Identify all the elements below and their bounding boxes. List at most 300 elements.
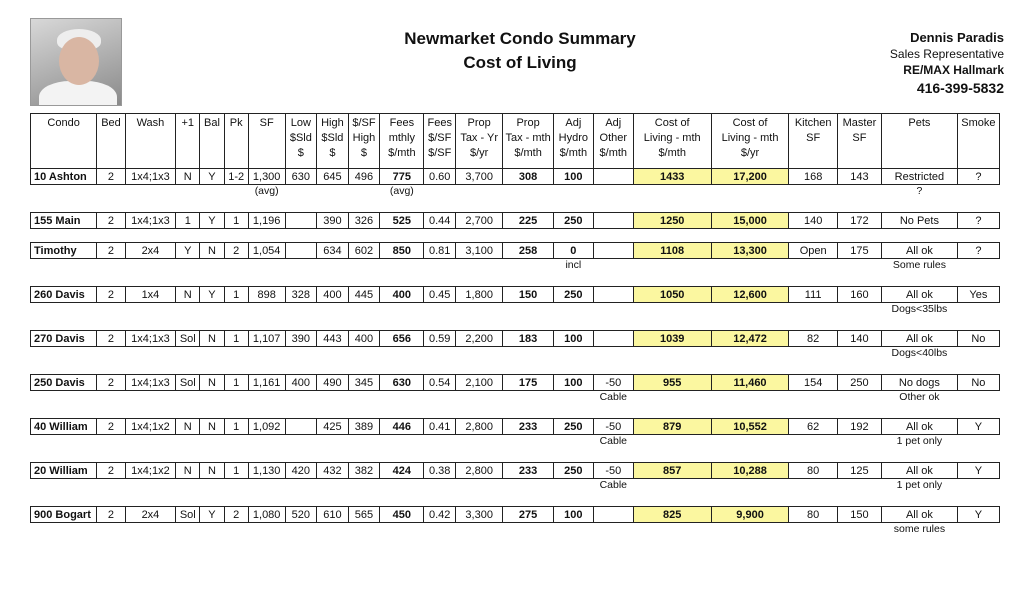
table-cell: 630 bbox=[380, 375, 424, 391]
note-cell bbox=[125, 303, 176, 317]
note-cell bbox=[456, 185, 503, 199]
column-header-line: $/mth bbox=[599, 147, 628, 159]
table-cell: 233 bbox=[503, 463, 554, 479]
table-cell: 250 bbox=[553, 213, 593, 229]
table-cell: 1,092 bbox=[248, 419, 285, 435]
note-cell bbox=[882, 229, 958, 243]
note-cell bbox=[285, 523, 317, 537]
table-cell: 1x4;1x3 bbox=[125, 331, 176, 347]
note-cell bbox=[424, 259, 456, 273]
note-cell bbox=[200, 347, 224, 361]
column-header bbox=[248, 114, 285, 169]
note-cell: Cable bbox=[599, 479, 628, 491]
column-header bbox=[97, 114, 125, 169]
note-cell bbox=[633, 391, 711, 405]
column-header bbox=[837, 114, 881, 169]
column-header bbox=[348, 114, 380, 169]
note-cell bbox=[789, 479, 837, 493]
column-header-line: $Sld bbox=[289, 132, 312, 144]
column-header-line: mthly bbox=[388, 132, 415, 144]
column-header bbox=[380, 114, 424, 169]
row-spacer bbox=[31, 272, 1000, 287]
note-cell bbox=[176, 435, 200, 449]
note-cell bbox=[97, 229, 125, 243]
column-header-line: $/mth bbox=[658, 147, 686, 159]
table-cell: 825 bbox=[633, 507, 711, 523]
column-header-line: $/SF bbox=[352, 117, 376, 129]
note-cell bbox=[176, 347, 200, 361]
table-cell: 1x4;1x2 bbox=[125, 463, 176, 479]
row-spacer bbox=[31, 492, 1000, 507]
note-cell bbox=[553, 229, 593, 243]
note-cell bbox=[348, 259, 380, 273]
note-cell bbox=[456, 523, 503, 537]
column-header-line: $/mth bbox=[388, 147, 416, 159]
table-cell: 2 bbox=[97, 331, 125, 347]
note-cell: Dogs<35lbs bbox=[891, 303, 948, 315]
note-cell bbox=[248, 259, 285, 273]
table-cell: 150 bbox=[503, 287, 554, 303]
table-cell: 0.38 bbox=[424, 463, 456, 479]
condo-name-cell: 10 Ashton bbox=[31, 169, 97, 185]
column-header-line: Living - mth bbox=[721, 132, 779, 144]
note-cell bbox=[224, 229, 248, 243]
column-header bbox=[317, 114, 349, 169]
note-cell bbox=[711, 185, 789, 199]
note-cell bbox=[97, 435, 125, 449]
note-cell bbox=[553, 391, 593, 405]
table-cell: Sol bbox=[176, 331, 200, 347]
table-cell: 610 bbox=[317, 507, 349, 523]
table-cell: 2,200 bbox=[456, 331, 503, 347]
note-cell bbox=[200, 479, 224, 493]
note-cell bbox=[711, 435, 789, 449]
table-cell: 160 bbox=[837, 287, 881, 303]
note-cell bbox=[789, 185, 837, 199]
note-cell bbox=[957, 229, 999, 243]
note-cell bbox=[424, 435, 456, 449]
table-row bbox=[31, 287, 1000, 303]
table-cell: 12,472 bbox=[711, 331, 789, 347]
table-cell: N bbox=[200, 243, 224, 259]
note-cell bbox=[224, 435, 248, 449]
column-header-line: Smoke bbox=[961, 117, 996, 129]
note-cell bbox=[456, 259, 503, 273]
table-cell: Y bbox=[200, 507, 224, 523]
note-cell bbox=[711, 229, 789, 243]
table-cell: 879 bbox=[633, 419, 711, 435]
column-header-line: $/SF bbox=[428, 132, 452, 144]
column-header-line: Bal bbox=[204, 117, 220, 129]
note-row bbox=[31, 435, 1000, 449]
note-cell bbox=[957, 185, 999, 199]
note-cell bbox=[380, 229, 424, 243]
table-cell: 82 bbox=[789, 331, 837, 347]
note-cell bbox=[31, 259, 97, 273]
table-cell bbox=[285, 419, 317, 435]
table-cell: 0 bbox=[553, 243, 593, 259]
table-cell: 308 bbox=[503, 169, 554, 185]
note-cell bbox=[633, 303, 711, 317]
note-cell bbox=[285, 259, 317, 273]
note-cell bbox=[176, 479, 200, 493]
note-cell bbox=[317, 303, 349, 317]
table-cell: Y bbox=[176, 243, 200, 259]
note-cell bbox=[957, 391, 999, 405]
table-cell: 898 bbox=[248, 287, 285, 303]
table-cell: 445 bbox=[348, 287, 380, 303]
table-cell: 13,300 bbox=[711, 243, 789, 259]
table-cell: All ok bbox=[882, 331, 958, 347]
table-cell: No Pets bbox=[882, 213, 958, 229]
column-header bbox=[285, 114, 317, 169]
table-cell bbox=[593, 169, 633, 185]
note-cell bbox=[31, 303, 97, 317]
note-cell bbox=[200, 523, 224, 537]
note-cell bbox=[789, 391, 837, 405]
note-cell bbox=[456, 347, 503, 361]
table-cell: 100 bbox=[553, 169, 593, 185]
table-cell: 634 bbox=[317, 243, 349, 259]
table-cell: 1x4 bbox=[125, 287, 176, 303]
column-header bbox=[789, 114, 837, 169]
note-cell bbox=[553, 479, 593, 493]
note-cell bbox=[200, 435, 224, 449]
table-cell: 1 bbox=[224, 463, 248, 479]
table-cell: 400 bbox=[348, 331, 380, 347]
note-cell bbox=[957, 479, 999, 493]
table-cell: 258 bbox=[503, 243, 554, 259]
agent-phone: 416-399-5832 bbox=[916, 80, 1004, 96]
column-header bbox=[711, 114, 789, 169]
table-cell: ? bbox=[957, 213, 999, 229]
note-cell bbox=[789, 229, 837, 243]
note-cell bbox=[248, 435, 285, 449]
table-cell: 0.54 bbox=[424, 375, 456, 391]
note-cell bbox=[125, 435, 176, 449]
table-cell: 250 bbox=[553, 419, 593, 435]
spacer-cell bbox=[31, 360, 1000, 375]
table-cell: 1050 bbox=[633, 287, 711, 303]
note-cell bbox=[711, 259, 789, 273]
column-header bbox=[503, 114, 554, 169]
table-cell: N bbox=[176, 463, 200, 479]
note-cell bbox=[31, 479, 97, 493]
note-cell bbox=[317, 185, 349, 199]
table-cell: N bbox=[200, 463, 224, 479]
note-cell bbox=[380, 435, 424, 449]
table-cell: 80 bbox=[789, 463, 837, 479]
column-header bbox=[200, 114, 224, 169]
table-cell: 2 bbox=[97, 287, 125, 303]
table-cell: 143 bbox=[837, 169, 881, 185]
column-header-line: $Sld bbox=[321, 132, 344, 144]
note-cell bbox=[380, 347, 424, 361]
note-cell bbox=[31, 347, 97, 361]
note-cell bbox=[248, 523, 285, 537]
note-cell bbox=[31, 229, 97, 243]
column-header bbox=[176, 114, 200, 169]
table-cell: 183 bbox=[503, 331, 554, 347]
table-cell: All ok bbox=[882, 243, 958, 259]
table-cell: 15,000 bbox=[711, 213, 789, 229]
note-cell: Cable bbox=[599, 435, 628, 447]
note-cell bbox=[633, 523, 711, 537]
table-cell: -50 bbox=[593, 419, 633, 435]
table-cell: Y bbox=[200, 169, 224, 185]
table-cell: 17,200 bbox=[711, 169, 789, 185]
table-cell: 2 bbox=[97, 507, 125, 523]
note-row bbox=[31, 479, 1000, 493]
note-cell bbox=[97, 259, 125, 273]
spacer-cell bbox=[31, 448, 1000, 463]
note-cell bbox=[957, 435, 999, 449]
note-cell bbox=[503, 259, 554, 273]
table-cell: 1 bbox=[224, 331, 248, 347]
note-cell bbox=[125, 523, 176, 537]
table-cell: All ok bbox=[882, 463, 958, 479]
table-row bbox=[31, 507, 1000, 523]
table-cell: 2 bbox=[97, 463, 125, 479]
table-cell: 0.81 bbox=[424, 243, 456, 259]
table-cell: 450 bbox=[380, 507, 424, 523]
note-cell bbox=[553, 523, 593, 537]
table-cell: 326 bbox=[348, 213, 380, 229]
table-cell: 955 bbox=[633, 375, 711, 391]
note-cell bbox=[711, 347, 789, 361]
note-cell bbox=[317, 435, 349, 449]
table-cell: 168 bbox=[789, 169, 837, 185]
note-cell bbox=[633, 347, 711, 361]
note-cell bbox=[224, 479, 248, 493]
note-cell bbox=[789, 347, 837, 361]
condo-name-cell: 900 Bogart bbox=[31, 507, 97, 523]
note-cell bbox=[553, 347, 593, 361]
note-cell bbox=[957, 303, 999, 317]
table-cell bbox=[593, 331, 633, 347]
table-cell: All ok bbox=[882, 507, 958, 523]
table-cell: 0.59 bbox=[424, 331, 456, 347]
note-cell bbox=[837, 347, 881, 361]
note-cell bbox=[633, 185, 711, 199]
column-header-line: Cost of bbox=[732, 117, 768, 129]
table-cell: 275 bbox=[503, 507, 554, 523]
note-cell bbox=[456, 303, 503, 317]
note-cell bbox=[789, 523, 837, 537]
note-cell bbox=[789, 303, 837, 317]
table-cell: Sol bbox=[176, 375, 200, 391]
note-cell bbox=[31, 185, 97, 199]
column-header-line: +1 bbox=[181, 117, 195, 129]
note-cell bbox=[553, 303, 593, 317]
table-cell: 400 bbox=[317, 287, 349, 303]
note-cell bbox=[317, 479, 349, 493]
note-row bbox=[31, 229, 1000, 243]
table-cell: 2 bbox=[224, 507, 248, 523]
agent-photo bbox=[30, 18, 122, 106]
column-header-line: Pk bbox=[229, 117, 243, 129]
note-row bbox=[31, 347, 1000, 361]
table-cell: 1039 bbox=[633, 331, 711, 347]
column-header-line: Bed bbox=[101, 117, 121, 129]
note-cell bbox=[503, 435, 554, 449]
column-header bbox=[593, 114, 633, 169]
table-cell: Y bbox=[200, 213, 224, 229]
condo-table bbox=[30, 113, 1000, 536]
column-header-line: Kitchen bbox=[794, 117, 832, 129]
table-cell: 2x4 bbox=[125, 507, 176, 523]
note-row bbox=[31, 523, 1000, 537]
note-cell bbox=[789, 435, 837, 449]
note-cell bbox=[837, 259, 881, 273]
note-cell: 1 pet only bbox=[896, 479, 943, 491]
note-cell bbox=[248, 479, 285, 493]
condo-name-cell: 40 William bbox=[31, 419, 97, 435]
note-cell bbox=[97, 391, 125, 405]
table-cell: Sol bbox=[176, 507, 200, 523]
column-header bbox=[125, 114, 176, 169]
table-cell: 1x4;1x3 bbox=[125, 375, 176, 391]
column-header bbox=[633, 114, 711, 169]
note-cell bbox=[380, 523, 424, 537]
table-cell: 565 bbox=[348, 507, 380, 523]
column-header-line: $ bbox=[297, 147, 304, 159]
column-header-line: Tax - mth bbox=[505, 132, 551, 144]
note-cell bbox=[424, 229, 456, 243]
note-cell bbox=[125, 259, 176, 273]
note-cell bbox=[711, 523, 789, 537]
table-cell: 425 bbox=[317, 419, 349, 435]
table-cell: 233 bbox=[503, 419, 554, 435]
note-cell bbox=[285, 185, 317, 199]
note-cell bbox=[285, 229, 317, 243]
table-cell: 400 bbox=[285, 375, 317, 391]
table-cell: 1,080 bbox=[248, 507, 285, 523]
note-cell bbox=[456, 479, 503, 493]
column-header-line: SF bbox=[852, 132, 867, 144]
note-cell bbox=[503, 479, 554, 493]
table-cell: 1 bbox=[224, 419, 248, 435]
note-cell bbox=[837, 435, 881, 449]
condo-name-cell: 250 Davis bbox=[31, 375, 97, 391]
note-cell bbox=[957, 259, 999, 273]
table-cell: 857 bbox=[633, 463, 711, 479]
note-cell bbox=[633, 229, 711, 243]
table-cell: 850 bbox=[380, 243, 424, 259]
note-cell bbox=[31, 523, 97, 537]
column-header-line: Fees bbox=[389, 117, 415, 129]
page-title bbox=[340, 27, 700, 75]
table-cell: 2 bbox=[224, 243, 248, 259]
agent-role: Sales Representative bbox=[889, 47, 1004, 61]
row-spacer bbox=[31, 316, 1000, 331]
note-cell bbox=[424, 479, 456, 493]
table-row bbox=[31, 243, 1000, 259]
table-row bbox=[31, 419, 1000, 435]
table-cell bbox=[593, 287, 633, 303]
note-cell bbox=[125, 229, 176, 243]
column-header-line: $/yr bbox=[470, 147, 489, 159]
table-cell: 1,130 bbox=[248, 463, 285, 479]
note-cell bbox=[503, 303, 554, 317]
note-cell bbox=[593, 259, 633, 273]
note-cell bbox=[553, 185, 593, 199]
table-cell: 1x4;1x3 bbox=[125, 213, 176, 229]
note-cell bbox=[125, 479, 176, 493]
note-cell bbox=[285, 347, 317, 361]
table-cell: 1,054 bbox=[248, 243, 285, 259]
table-cell: 150 bbox=[837, 507, 881, 523]
note-cell bbox=[31, 391, 97, 405]
table-cell: 1x4;1x2 bbox=[125, 419, 176, 435]
note-cell: ? bbox=[916, 185, 923, 197]
note-cell bbox=[285, 391, 317, 405]
table-cell: 100 bbox=[553, 375, 593, 391]
table-cell: N bbox=[176, 287, 200, 303]
table-cell: 2 bbox=[97, 375, 125, 391]
table-cell: 0.42 bbox=[424, 507, 456, 523]
table-cell: 0.60 bbox=[424, 169, 456, 185]
column-header bbox=[553, 114, 593, 169]
table-cell: Y bbox=[200, 287, 224, 303]
agent-info bbox=[890, 30, 1004, 96]
note-cell bbox=[380, 259, 424, 273]
table-cell: 1250 bbox=[633, 213, 711, 229]
spacer-cell bbox=[31, 272, 1000, 287]
note-cell bbox=[248, 391, 285, 405]
table-cell: 2,800 bbox=[456, 419, 503, 435]
note-cell bbox=[424, 303, 456, 317]
column-header-line: Adj bbox=[565, 117, 582, 129]
note-cell bbox=[424, 523, 456, 537]
note-cell: (avg) bbox=[389, 185, 414, 197]
column-header-line: High bbox=[352, 132, 376, 144]
table-cell: 446 bbox=[380, 419, 424, 435]
condo-name-cell: 260 Davis bbox=[31, 287, 97, 303]
column-header-line: Prop bbox=[467, 117, 491, 129]
column-header-line: $ bbox=[329, 147, 336, 159]
table-cell: 2 bbox=[97, 213, 125, 229]
table-cell: 80 bbox=[789, 507, 837, 523]
agent-name: Dennis Paradis bbox=[910, 30, 1004, 45]
note-cell bbox=[200, 229, 224, 243]
table-cell: 175 bbox=[503, 375, 554, 391]
table-cell: ? bbox=[957, 169, 999, 185]
table-cell: 250 bbox=[553, 287, 593, 303]
table-cell: 3,300 bbox=[456, 507, 503, 523]
table-cell: 390 bbox=[317, 213, 349, 229]
table-cell: N bbox=[200, 331, 224, 347]
note-cell bbox=[176, 391, 200, 405]
note-cell bbox=[593, 347, 633, 361]
note-cell bbox=[348, 185, 380, 199]
table-cell: Restricted bbox=[882, 169, 958, 185]
table-cell: 496 bbox=[348, 169, 380, 185]
column-header-line: SF bbox=[259, 117, 274, 129]
row-spacer bbox=[31, 198, 1000, 213]
note-cell bbox=[593, 523, 633, 537]
column-header bbox=[224, 114, 248, 169]
table-cell bbox=[285, 243, 317, 259]
note-cell bbox=[200, 259, 224, 273]
note-cell bbox=[424, 391, 456, 405]
column-header bbox=[424, 114, 456, 169]
table-cell: 1 bbox=[176, 213, 200, 229]
note-cell bbox=[593, 229, 633, 243]
agent-company: RE/MAX Hallmark bbox=[903, 63, 1004, 77]
column-header-line: SF bbox=[806, 132, 821, 144]
note-cell bbox=[348, 391, 380, 405]
